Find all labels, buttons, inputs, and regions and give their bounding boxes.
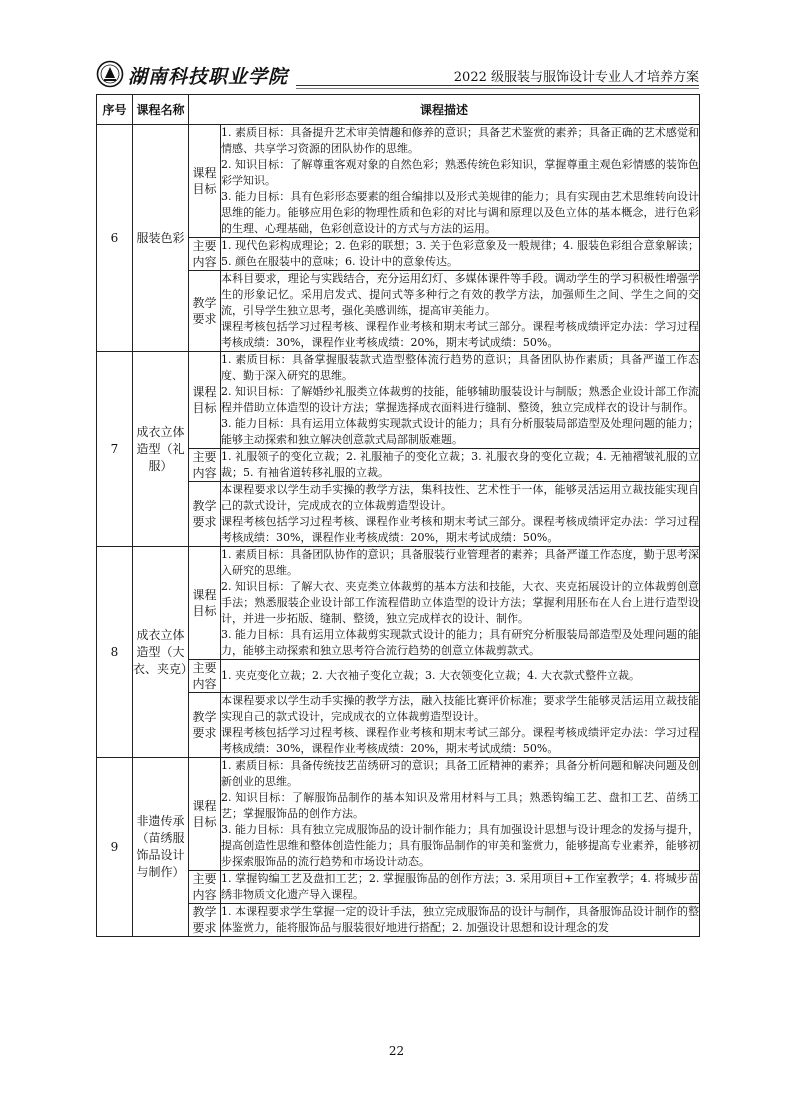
course-content: 1. 掌握钩编工艺及盘扣工艺；2. 掌握服饰品的创作方法；3. 采用项目+工作室教学；4. 将城步苗绣非物质文化遗产导入课程。 (221, 871, 700, 904)
course-goals (221, 125, 700, 238)
header-course-name: 课程名称 (133, 95, 189, 125)
sub-label-goal: 课程目标 (189, 758, 221, 871)
document-title: 2022 级服装与服饰设计专业人才培养方案 (453, 70, 699, 85)
course-name: 非遗传承（苗绣服饰品设计与制作） (133, 758, 189, 937)
school-name: 湖南科技职业学院 (128, 66, 289, 88)
course-requirements (221, 271, 700, 352)
sub-label-goal: 课程目标 (189, 125, 221, 238)
course-number: 9 (97, 758, 133, 937)
course-number: 7 (97, 352, 133, 547)
header-rule-thin (296, 88, 699, 89)
goal-text: 1. 素质目标：具备团队协作的意识；具备服装行业管理者的素养；具备严谨工作态度，勤于思考深入研究的思维。 (221, 548, 700, 577)
requirement-text: 本课程要求以学生动手实操的教学方法，集科技性、艺术性于一体，能够灵活运用立裁技能实现自己的款式设计，完成成衣的立体裁剪造型设计。 (221, 483, 700, 512)
course-goals (221, 547, 700, 660)
requirement-text: 课程考核包括学习过程考核、课程作业考核和期末考试三部分。课程考核成绩评定办法：学习过程考核成绩：30%，课程作业考核成绩：20%，期末考试成绩：50%。 (221, 726, 700, 755)
table-row (97, 352, 700, 449)
sub-label-requirement: 教学要求 (189, 482, 221, 547)
sub-label-goal: 课程目标 (189, 547, 221, 660)
course-name: 服装色彩 (133, 125, 189, 352)
requirement-text: 1. 本课程要求学生掌握一定的设计手法，独立完成服饰品的设计与制作，具备服饰品设计制作的整体鉴赏力，能将服饰品与服装很好地进行搭配；2. 加强设计思想和设计理念的发 (221, 905, 700, 934)
goal-text: 3. 能力目标：具有独立完成服饰品的设计制作能力；具有加强设计思想与设计理念的发扬与提升，提高创造性思维和整体创造性能力；具有服饰品制作的审美和鉴赏力，能够提高专业素养，能够初步探索服饰品的流行趋势和市场设计动态。 (221, 823, 700, 868)
page-number: 22 (388, 1044, 405, 1058)
course-name: 成衣立体造型（大衣、夹克） (133, 547, 189, 758)
course-goals (221, 352, 700, 449)
sub-label-content: 主要内容 (189, 660, 221, 693)
goal-text: 1. 素质目标：具备提升艺术审美情趣和修养的意识；具备艺术鉴赏的素养；具备正确的艺术感觉和情感、共享学习资源的团队协作的思维。 (221, 126, 700, 155)
goal-text: 3. 能力目标：具有运用立体裁剪实现款式设计的能力；具有研究分析服装局部造型及处理问题的能力，能够主动探索和独立思考符合流行趋势的创意立体裁剪款式。 (221, 628, 700, 657)
course-requirements (221, 693, 700, 758)
goal-text: 3. 能力目标：具有运用立体裁剪实现款式设计的能力；具有分析服装局部造型及处理问题的能力；能够主动探索和独立解决创意款式局部制版难题。 (221, 417, 700, 446)
course-content: 1. 夹克变化立裁；2. 大衣袖子变化立裁；3. 大衣领变化立裁；4. 大衣款式整件立裁。 (221, 660, 700, 693)
course-number: 8 (97, 547, 133, 758)
sub-label-content: 主要内容 (189, 238, 221, 271)
sub-label-goal: 课程目标 (189, 352, 221, 449)
goal-text: 1. 素质目标：具备掌握服装款式造型整体流行趋势的意识；具备团队协作素质；具备严谨工作态度、勤于深入研究的思维。 (221, 353, 700, 382)
goal-text: 2. 知识目标：了解服饰品制作的基本知识及常用材料与工具；熟悉钩编工艺、盘扣工艺、苗绣工艺；掌握服饰品的创作方法。 (221, 791, 700, 820)
goal-text: 2. 知识目标：了解大衣、夹克类立体裁剪的基本方法和技能，大衣、夹克拓展设计的立体裁剪创意手法；熟悉服装企业设计部工作流程借助立体造型的设计方法；掌握利用胚布在人台上进行造型设计，并进一步拓版、缝制、整烫，独立完成样衣的设计、制作。 (221, 580, 700, 625)
table-row (97, 758, 700, 871)
sub-label-requirement: 教学要求 (189, 271, 221, 352)
goal-text: 3. 能力目标：具有色彩形态要素的组合编排以及形式美规律的能力；具有实现由艺术思维转向设计思维的能力。能够应用色彩的物理性质和色彩的对比与调和原理以及色立体的基本概念，进行色彩的生理、心理基础，色彩创意设计的方式与方法的运用。 (221, 190, 700, 235)
course-name: 成衣立体造型（礼服） (133, 352, 189, 547)
course-content: 1. 现代色彩构成理论；2. 色彩的联想；3. 关于色彩意象及一般规律；4. 服装色彩组合意象解读；5. 颜色在服装中的意味；6. 设计中的意象传达。 (221, 238, 700, 271)
goal-text: 1. 素质目标：具备传统技艺苗绣研习的意识；具备工匠精神的素养；具备分析问题和解决问题及创新创业的思维。 (221, 759, 700, 788)
header-number: 序号 (97, 95, 133, 125)
goal-text: 2. 知识目标：了解婚纱礼服类立体裁剪的技能，能够辅助服装设计与制版；熟悉企业设计部工作流程并借助立体造型的设计方法；掌握选择成衣面料进行缝制、整烫，独立完成样衣的设计与制作。 (221, 385, 700, 414)
sub-label-content: 主要内容 (189, 449, 221, 482)
requirement-text: 本科目要求，理论与实践结合，充分运用幻灯、多媒体课件等手段。调动学生的学习积极性增强学生的形象记忆。采用启发式、提问式等多种行之有效的教学方法，加强师生之间、学生之间的交流，引导学生独立思考，强化美感训练，提高审美能力。 (221, 272, 700, 317)
requirement-text: 课程考核包括学习过程考核、课程作业考核和期末考试三部分。课程考核成绩评定办法：学习过程考核成绩：30%，课程作业考核成绩：20%，期末考试成绩：50%。 (221, 320, 700, 349)
header-course-description: 课程描述 (189, 95, 700, 125)
requirement-text: 课程考核包括学习过程考核、课程作业考核和期末考试三部分。课程考核成绩评定办法：学习过程考核成绩：30%，课程作业考核成绩：20%，期末考试成绩：50%。 (221, 515, 700, 544)
school-logo-icon (96, 60, 124, 88)
course-table (96, 94, 700, 937)
goal-text: 2. 知识目标：了解尊重客观对象的自然色彩；熟悉传统色彩知识，掌握尊重主观色彩情感的装饰色彩学知识。 (221, 158, 700, 187)
course-requirements (221, 482, 700, 547)
sub-label-requirement: 教学要求 (189, 693, 221, 758)
table-row (97, 547, 700, 660)
page-header (96, 58, 699, 92)
table-row (97, 125, 700, 238)
sub-label-content: 主要内容 (189, 871, 221, 904)
header-rule (296, 85, 699, 86)
sub-label-requirement: 教学要求 (189, 904, 221, 937)
course-requirements (221, 904, 700, 937)
course-number: 6 (97, 125, 133, 352)
course-content: 1. 礼服领子的变化立裁；2. 礼服袖子的变化立裁；3. 礼服衣身的变化立裁；4. 无袖褶皱礼服的立裁；5. 有袖省道转移礼服的立裁。 (221, 449, 700, 482)
table-header-row (97, 95, 700, 125)
course-goals (221, 758, 700, 871)
requirement-text: 本课程要求以学生动手实操的教学方法，融入技能比赛评价标准；要求学生能够灵活运用立裁技能实现自己的款式设计，完成成衣的立体裁剪造型设计。 (221, 694, 700, 723)
